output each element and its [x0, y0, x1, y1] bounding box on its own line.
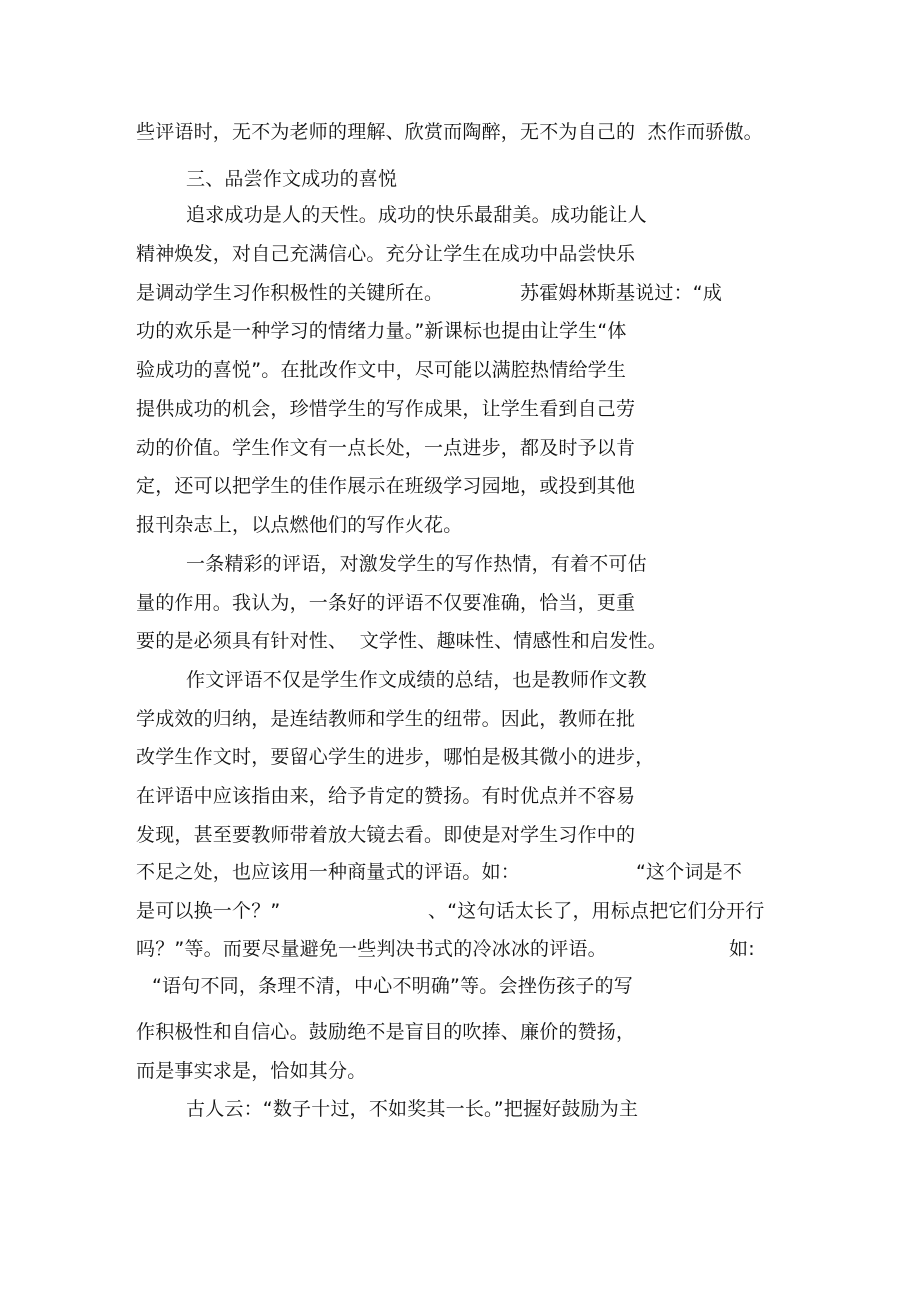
paragraph-line: 不足之处，也应该用一种商量式的评语。如： [136, 861, 521, 883]
paragraph-line: 动的价值。学生作文有一点长处，一点进步，都及时予以肯 [136, 437, 636, 459]
paragraph-line: 作积极性和自信心。鼓励绝不是盲目的吹捧、廉价的赞扬， [136, 1021, 636, 1043]
section-heading: 三、品尝作文成功的喜悦 [186, 168, 398, 190]
paragraph-line: 报刊杂志上，以点燃他们的写作火花。 [136, 514, 463, 536]
paragraph-line: 而是事实求是，恰如其分。 [136, 1060, 367, 1082]
paragraph-line: 作文评语不仅是学生作文成绩的总结，也是教师作文教 [186, 669, 647, 691]
paragraph-line: 改学生作文时，要留心学生的进步，哪怕是极其微小的进步， [136, 746, 655, 768]
paragraph-line: 吗？”等。而要尽量避免一些判决书式的冷冰冰的评语。 [136, 938, 607, 960]
paragraph-line: 古人云：“数子十过，不如奖其一长。”把握好鼓励为主 [186, 1098, 639, 1120]
paragraph-line: 发现，甚至要教师带着放大镜去看。即使是对学生习作中的 [136, 824, 636, 846]
paragraph-line: 、“这句话太长了，用标点把它们分开行 [428, 900, 765, 922]
paragraph-line: 功的欢乐是一种学习的情绪力量。”新课标也提由让学生“体 [136, 320, 627, 342]
paragraph-line: 一条精彩的评语，对激发学生的写作热情，有着不可估 [186, 553, 647, 575]
paragraph-line: 是调动学生习作积极性的关键所在。 [136, 282, 444, 304]
paragraph-line: 学成效的归纳，是连结教师和学生的纽带。因此，教师在批 [136, 708, 636, 730]
paragraph-line: 如: [729, 938, 755, 960]
paragraph-line: 苏霍姆林斯基说过：“成 [520, 282, 723, 304]
paragraph-line: 些评语时，无不为老师的理解、欣赏而陶醉，无不为自己的 杰作而骄傲。 [136, 121, 763, 143]
paragraph-line: 量的作用。我认为，一条好的评语不仅要准确，恰当，更重 [136, 592, 636, 614]
paragraph-line: 验成功的喜悦”。在批改作文中，尽可能以满腔热情给学生 [136, 359, 627, 381]
paragraph-line: 要的是必须具有针对性、 文学性、趣味性、情感性和启发性。 [136, 630, 667, 652]
paragraph-line: 追求成功是人的天性。成功的快乐最甜美。成功能让人 [186, 204, 647, 226]
paragraph-line: 提供成功的机会，珍惜学生的写作成果，让学生看到自己劳 [136, 398, 636, 420]
paragraph-line: 精神焕发，对自己充满信心。充分让学生在成功中品尝快乐 [136, 243, 636, 265]
paragraph-line: 在评语中应该指由来，给予肯定的赞扬。有时优点并不容易 [136, 785, 636, 807]
paragraph-line: 定，还可以把学生的佳作展示在班级学习园地，或投到其他 [136, 475, 636, 497]
paragraph-line: “这个词是不 [636, 861, 743, 883]
paragraph-line: “语句不同，条理不清，中心不明确”等。会挫伤孩子的写 [152, 975, 633, 997]
paragraph-line: 是可以换一个？” [136, 900, 281, 922]
